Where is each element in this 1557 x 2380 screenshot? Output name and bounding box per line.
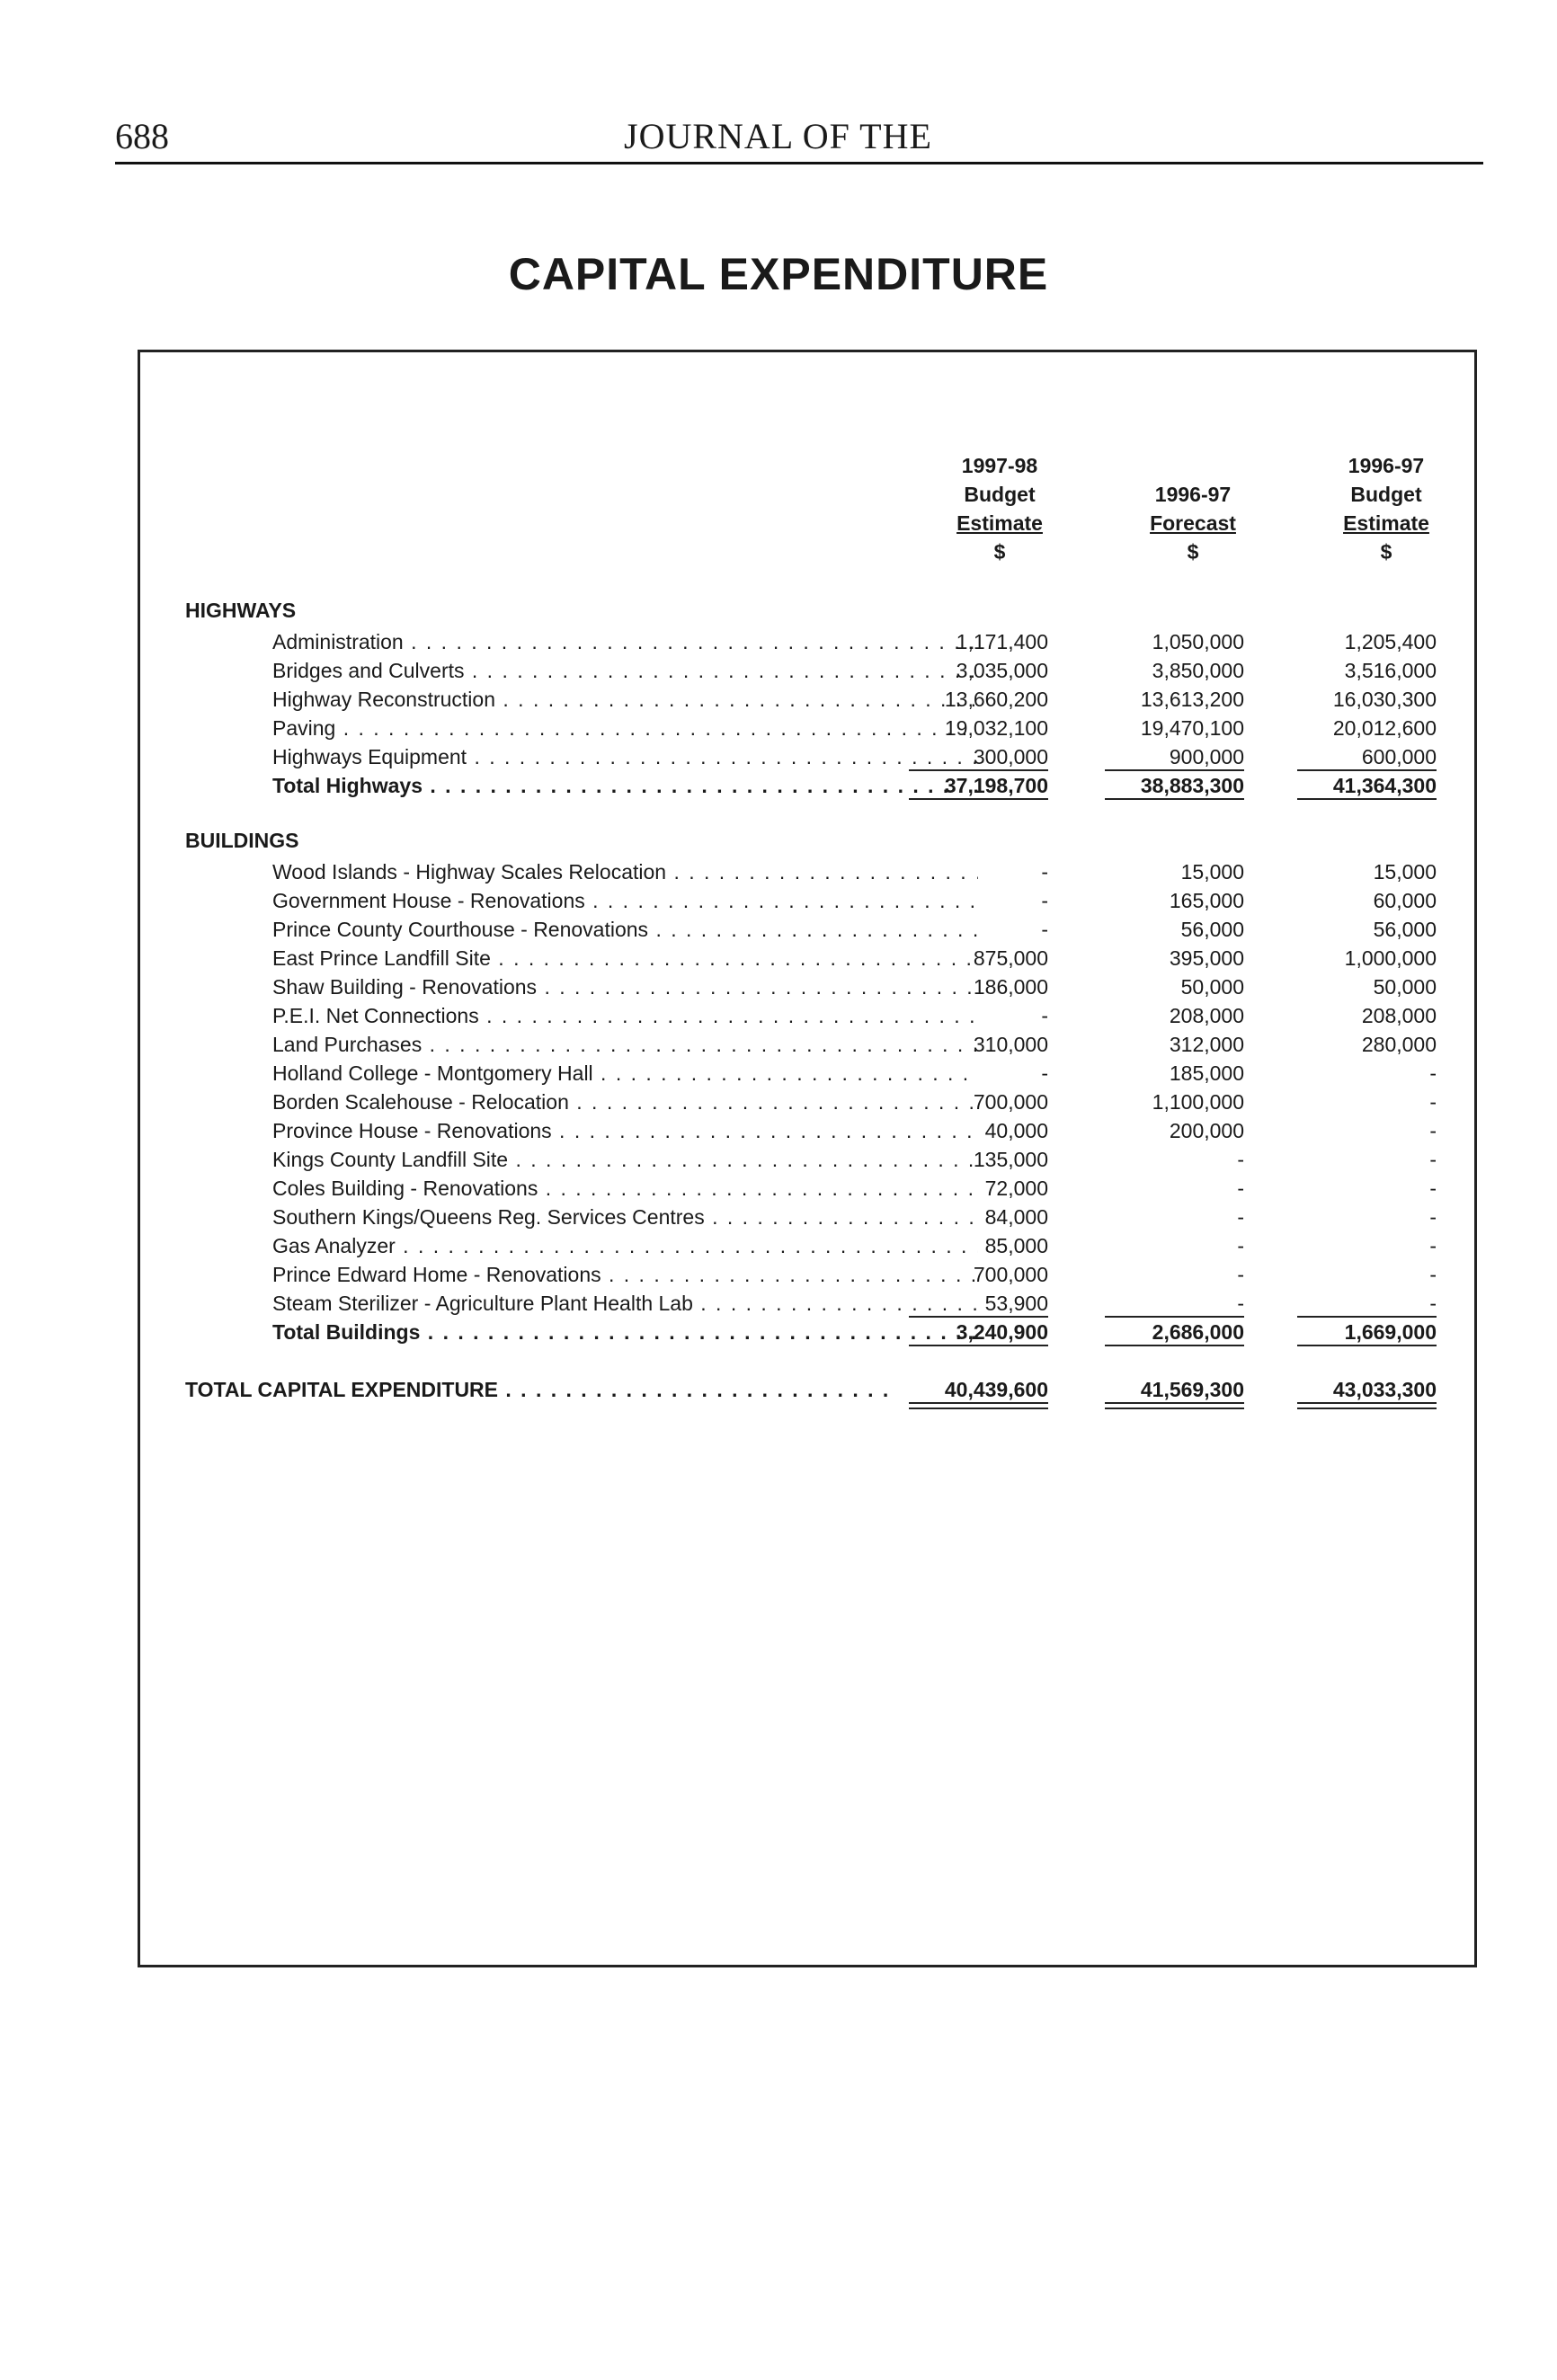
column-header-line: Estimate bbox=[956, 511, 1043, 535]
column-header-1996-97-forecast bbox=[1103, 451, 1283, 566]
table-row bbox=[140, 1088, 1480, 1116]
row-value-forecast: 165,000 bbox=[1169, 889, 1244, 912]
row-value-1996-97: 1,000,000 bbox=[1344, 946, 1437, 970]
row-value-forecast: 200,000 bbox=[1169, 1119, 1244, 1142]
table-row bbox=[140, 1030, 1480, 1059]
row-value-1996-97: 208,000 bbox=[1361, 1004, 1437, 1027]
table-row bbox=[140, 1231, 1480, 1260]
row-value-1997-98: 40,439,600 bbox=[944, 1378, 1048, 1401]
row-value-1996-97: 3,516,000 bbox=[1344, 659, 1437, 682]
row-value-1996-97: 56,000 bbox=[1373, 918, 1437, 941]
row-value-1996-97: 15,000 bbox=[1373, 860, 1437, 884]
row-value-1996-97: - bbox=[1429, 1090, 1437, 1114]
row-value-forecast: 312,000 bbox=[1169, 1033, 1244, 1056]
row-value-1996-97: 1,669,000 bbox=[1344, 1320, 1437, 1344]
row-value-1996-97: 16,030,300 bbox=[1332, 688, 1437, 711]
row-label: Coles Building - Renovations . . . bbox=[272, 1174, 978, 1203]
row-label: Kings County Landfill Site . . . bbox=[272, 1145, 978, 1174]
row-value-1997-98: 53,900 bbox=[984, 1292, 1048, 1315]
row-value-1996-97: 600,000 bbox=[1361, 745, 1437, 768]
row-value-1996-97: - bbox=[1429, 1205, 1437, 1229]
row-value-forecast: 3,850,000 bbox=[1152, 659, 1244, 682]
row-value-1997-98: 186,000 bbox=[973, 975, 1048, 999]
row-value-1996-97: - bbox=[1429, 1234, 1437, 1257]
row-value-1997-98: 3,240,900 bbox=[956, 1320, 1048, 1344]
table-row bbox=[140, 1059, 1480, 1088]
row-value-forecast: 13,613,200 bbox=[1140, 688, 1244, 711]
currency-symbol: $ bbox=[993, 540, 1006, 564]
row-value-forecast: 2,686,000 bbox=[1152, 1320, 1244, 1344]
row-value-1996-97: 280,000 bbox=[1361, 1033, 1437, 1056]
row-value-1997-98: 37,198,700 bbox=[944, 774, 1048, 797]
row-label: Total Buildings . . . bbox=[272, 1318, 978, 1346]
row-value-forecast: - bbox=[1237, 1234, 1244, 1257]
row-value-1996-97: - bbox=[1429, 1061, 1437, 1085]
currency-symbol: $ bbox=[1187, 540, 1199, 564]
table-row bbox=[140, 742, 1480, 771]
row-value-1996-97: 41,364,300 bbox=[1332, 774, 1437, 797]
table-row bbox=[140, 656, 1480, 685]
total-rule bbox=[909, 1345, 1048, 1346]
column-header-line: Estimate bbox=[1343, 511, 1429, 535]
row-value-forecast: 38,883,300 bbox=[1140, 774, 1244, 797]
column-header-line: Budget bbox=[1350, 483, 1422, 506]
row-label: Prince County Courthouse - Renovations . . . bbox=[272, 915, 978, 944]
row-value-1996-97: - bbox=[1429, 1177, 1437, 1200]
row-value-forecast: 50,000 bbox=[1180, 975, 1244, 999]
journal-title: JOURNAL OF THE bbox=[624, 116, 932, 156]
row-value-forecast: 41,569,300 bbox=[1140, 1378, 1244, 1401]
column-header-line: Budget bbox=[964, 483, 1036, 506]
row-value-1996-97: - bbox=[1429, 1119, 1437, 1142]
total-row-highways bbox=[140, 771, 1480, 800]
row-label: Bridges and Culverts . . . bbox=[272, 656, 978, 685]
row-label: Province House - Renovations . . . bbox=[272, 1116, 978, 1145]
row-label: Prince Edward Home - Renovations . . . bbox=[272, 1260, 978, 1289]
row-value-1997-98: 875,000 bbox=[973, 946, 1048, 970]
row-label: Land Purchases . . . bbox=[272, 1030, 978, 1059]
page-header bbox=[115, 110, 1483, 164]
table-row bbox=[140, 685, 1480, 714]
row-label: Administration . . . bbox=[272, 627, 978, 656]
row-value-1996-97: - bbox=[1429, 1148, 1437, 1171]
table-row bbox=[140, 886, 1480, 915]
row-value-1997-98: 13,660,200 bbox=[944, 688, 1048, 711]
total-rule bbox=[909, 798, 1048, 800]
row-value-1997-98: 700,000 bbox=[973, 1090, 1048, 1114]
table-row bbox=[140, 1260, 1480, 1289]
row-value-1997-98: - bbox=[1041, 860, 1048, 884]
row-value-forecast: 1,050,000 bbox=[1152, 630, 1244, 653]
row-value-1997-98: 85,000 bbox=[984, 1234, 1048, 1257]
row-label: Wood Islands - Highway Scales Relocation . . . bbox=[272, 857, 978, 886]
table-row bbox=[140, 1001, 1480, 1030]
table-row bbox=[140, 714, 1480, 742]
table-row bbox=[140, 627, 1480, 656]
row-value-1996-97: 43,033,300 bbox=[1332, 1378, 1437, 1401]
table-row bbox=[140, 1203, 1480, 1231]
row-value-forecast: - bbox=[1237, 1292, 1244, 1315]
row-value-1997-98: 84,000 bbox=[984, 1205, 1048, 1229]
table-row bbox=[140, 1116, 1480, 1145]
row-value-forecast: 395,000 bbox=[1169, 946, 1244, 970]
row-label: East Prince Landfill Site . . . bbox=[272, 944, 978, 972]
row-value-forecast: 19,470,100 bbox=[1140, 716, 1244, 740]
total-rule bbox=[1297, 798, 1437, 800]
row-value-forecast: 1,100,000 bbox=[1152, 1090, 1244, 1114]
row-label: Borden Scalehouse - Relocation . . . bbox=[272, 1088, 978, 1116]
row-label: Steam Sterilizer - Agriculture Plant Health Lab . . . bbox=[272, 1289, 978, 1318]
row-value-1997-98: - bbox=[1041, 889, 1048, 912]
row-value-1997-98: 72,000 bbox=[984, 1177, 1048, 1200]
table-row bbox=[140, 1174, 1480, 1203]
column-header-1997-98-budget bbox=[910, 451, 1090, 566]
row-label: Holland College - Montgomery Hall . . . bbox=[272, 1059, 978, 1088]
row-value-1997-98: 19,032,100 bbox=[944, 716, 1048, 740]
column-header-line: Forecast bbox=[1150, 511, 1236, 535]
table-row bbox=[140, 857, 1480, 886]
row-label: Gas Analyzer . . . bbox=[272, 1231, 978, 1260]
row-value-1997-98: - bbox=[1041, 1004, 1048, 1027]
grand-total-double-rule bbox=[909, 1402, 1048, 1409]
row-value-forecast: 208,000 bbox=[1169, 1004, 1244, 1027]
total-rule bbox=[1297, 1345, 1437, 1346]
row-label: Total Highways . . . bbox=[272, 771, 978, 800]
row-label: P.E.I. Net Connections . . . bbox=[272, 1001, 978, 1030]
column-header-line: 1996-97 bbox=[1154, 483, 1232, 506]
table-row bbox=[140, 1145, 1480, 1174]
total-rule bbox=[1105, 798, 1244, 800]
currency-symbol: $ bbox=[1380, 540, 1392, 564]
row-value-forecast: 185,000 bbox=[1169, 1061, 1244, 1085]
row-value-1997-98: 700,000 bbox=[973, 1263, 1048, 1286]
row-value-1997-98: - bbox=[1041, 1061, 1048, 1085]
document-title: CAPITAL EXPENDITURE bbox=[508, 249, 1049, 299]
row-value-1997-98: 310,000 bbox=[973, 1033, 1048, 1056]
row-value-1997-98: 300,000 bbox=[973, 745, 1048, 768]
row-value-1996-97: 1,205,400 bbox=[1344, 630, 1437, 653]
row-value-1997-98: 3,035,000 bbox=[956, 659, 1048, 682]
row-value-1996-97: - bbox=[1429, 1263, 1437, 1286]
table-row bbox=[140, 944, 1480, 972]
table-row bbox=[140, 915, 1480, 944]
row-label: TOTAL CAPITAL EXPENDITURE . . . bbox=[185, 1375, 891, 1404]
row-value-forecast: 900,000 bbox=[1169, 745, 1244, 768]
grand-total-row bbox=[140, 1375, 1480, 1404]
total-row-buildings bbox=[140, 1318, 1480, 1346]
row-value-1997-98: 1,171,400 bbox=[956, 630, 1048, 653]
row-value-1996-97: 60,000 bbox=[1373, 889, 1437, 912]
row-label: Highway Reconstruction . . . bbox=[272, 685, 978, 714]
row-value-1997-98: - bbox=[1041, 918, 1048, 941]
column-header-line: 1997-98 bbox=[961, 454, 1038, 477]
row-value-forecast: - bbox=[1237, 1177, 1244, 1200]
section-title-highways: HIGHWAYS bbox=[185, 599, 297, 622]
row-label: Shaw Building - Renovations . . . bbox=[272, 972, 978, 1001]
table-row bbox=[140, 1289, 1480, 1318]
row-value-1996-97: - bbox=[1429, 1292, 1437, 1315]
row-value-forecast: 15,000 bbox=[1180, 860, 1244, 884]
row-value-1997-98: 40,000 bbox=[984, 1119, 1048, 1142]
column-header-1996-97-budget bbox=[1296, 451, 1476, 566]
column-header-line bbox=[1103, 451, 1283, 480]
section-title-buildings: BUILDINGS bbox=[185, 829, 299, 852]
row-value-1996-97: 20,012,600 bbox=[1332, 716, 1437, 740]
row-value-forecast: - bbox=[1237, 1263, 1244, 1286]
row-label: Paving . . . bbox=[272, 714, 978, 742]
row-value-forecast: - bbox=[1237, 1148, 1244, 1171]
row-label: Government House - Renovations . . . bbox=[272, 886, 978, 915]
row-label: Highways Equipment . . . bbox=[272, 742, 978, 771]
column-header-line: 1996-97 bbox=[1348, 454, 1425, 477]
row-value-1996-97: 50,000 bbox=[1373, 975, 1437, 999]
row-value-1997-98: 135,000 bbox=[973, 1148, 1048, 1171]
grand-total-double-rule bbox=[1297, 1402, 1437, 1409]
grand-total-double-rule bbox=[1105, 1402, 1244, 1409]
row-value-forecast: - bbox=[1237, 1205, 1244, 1229]
expenditure-table bbox=[138, 350, 1477, 1967]
row-label: Southern Kings/Queens Reg. Services Centres . . . bbox=[272, 1203, 978, 1231]
table-row bbox=[140, 972, 1480, 1001]
row-value-forecast: 56,000 bbox=[1180, 918, 1244, 941]
page-number: 688 bbox=[115, 116, 169, 156]
total-rule bbox=[1105, 1345, 1244, 1346]
